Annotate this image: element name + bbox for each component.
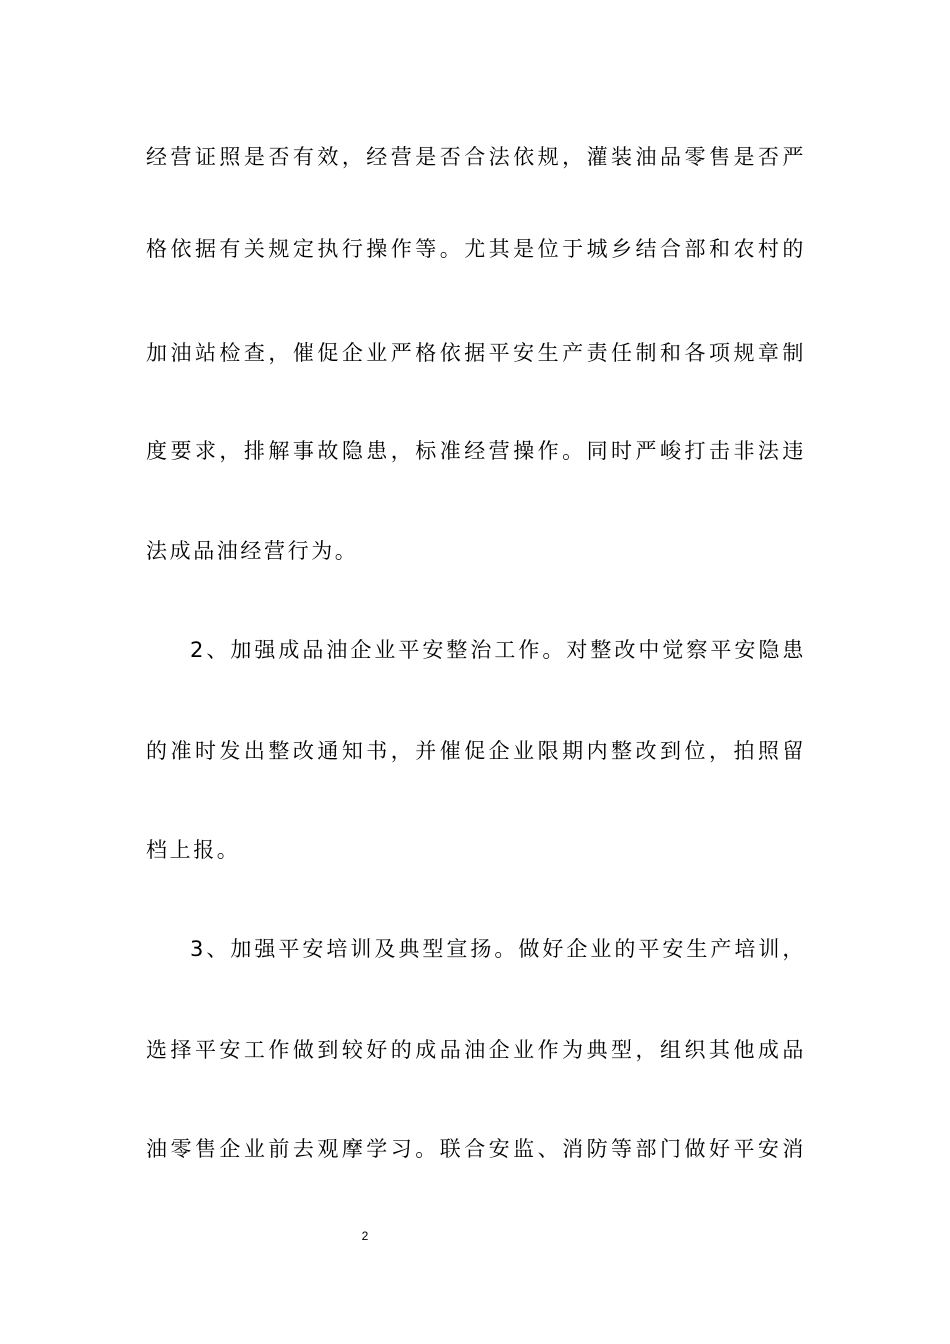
- list-item-2-first-line: 2、加强成品油企业平安整治工作。对整改中觉察平安隐患: [190, 638, 806, 662]
- page-number: 2: [361, 1229, 369, 1243]
- body-text-line: 档上报。: [146, 838, 241, 862]
- body-text-line: 经营证照是否有效，经营是否合法依规，灌装油品零售是否严: [146, 145, 806, 169]
- body-text-line: 格依据有关规定执行操作等。尤其是位于城乡结合部和农村的: [146, 237, 806, 261]
- body-text-line: 法成品油经营行为。: [146, 539, 359, 563]
- body-text-line: 度要求，排解事故隐患，标准经营操作。同时严峻打击非法违: [146, 439, 806, 463]
- list-item-3-first-line: 3、加强平安培训及典型宣扬。做好企业的平安生产培训，: [190, 937, 806, 961]
- body-text-line: 选择平安工作做到较好的成品油企业作为典型，组织其他成品: [146, 1038, 806, 1062]
- body-text-line: 加油站检查，催促企业严格依据平安生产责任制和各项规章制: [146, 341, 806, 365]
- body-text-line: 油零售企业前去观摩学习。联合安监、消防等部门做好平安消: [146, 1137, 806, 1161]
- body-text-line: 的准时发出整改通知书，并催促企业限期内整改到位，拍照留: [146, 739, 806, 763]
